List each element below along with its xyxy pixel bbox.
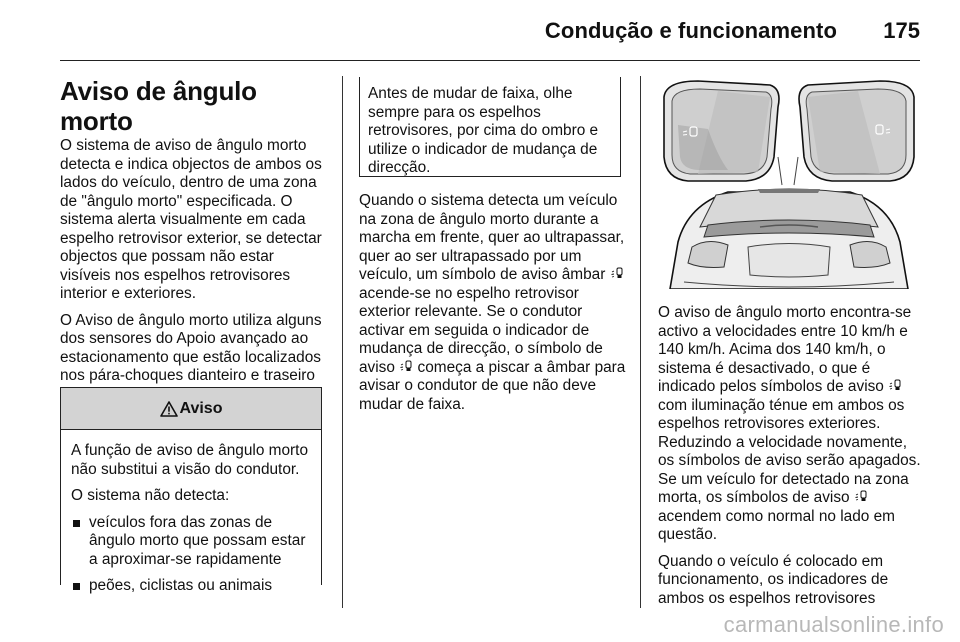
page-heading: Aviso de ângulo morto (60, 76, 257, 136)
note-text: Antes de mudar de faixa, olhe sempre para os espelhos retrovisores, por cima do ombro e utilize o indicador de mudança de direcção. (368, 85, 599, 176)
section-title: Condução e funcionamento (544, 18, 837, 43)
text-run: acende-se no espelho retrovisor exterior relevante. Se o condutor activar em seguida o indicador de mudança de direcção, o símbolo de aviso (359, 284, 603, 376)
bullet-icon (73, 520, 80, 527)
bullet-icon (73, 583, 80, 590)
paragraph (658, 304, 926, 545)
paragraph: O sistema de aviso de ângulo morto detecta e indica objectos de ambos os lados do veículo, dentro de uma zona de "ângulo morto" especificada. O sistema alerta visualmente em cada espelho retrovisor exterior, se detectar objectos que possam não estar visíveis nos espelhos retrovisores interior e exteriores. (60, 137, 322, 302)
paragraph: A função de aviso de ângulo morto não substitui a visão do condutor. (71, 442, 309, 478)
text-run: com iluminação ténue em ambos os espelhos retrovisores exteriores. Reduzindo a velocidade novamente, os símbolos de aviso serão apagados. Se um veículo for detectado na zona morta, os símbolos de aviso (658, 396, 921, 506)
warning-box (60, 387, 322, 594)
page-header (0, 0, 960, 60)
text-run: Quando o sistema detecta um veículo na zona de ângulo morto durante a marcha em frente, quer ao ultrapassar, quer ao ser ultrapassado por um veículo, um símbolo de aviso âmbar (359, 192, 625, 283)
column-2 (359, 192, 627, 422)
warning-header (61, 387, 321, 430)
warning-body (61, 430, 321, 596)
text-run: O aviso de ângulo morto encontra-se activo a velocidades entre 10 km/h e 140 km/h. Acima dos 140 km/h, o sistema é desactivado, o que é indicado pelos símbolos de aviso (658, 304, 912, 395)
blind-spot-icon (854, 490, 868, 503)
blind-spot-icon (610, 267, 624, 280)
text-run: começa a piscar a âmbar para avisar o condutor de que não deve mudar de faixa. (359, 358, 626, 413)
car-rear-view-illustration (658, 77, 920, 289)
paragraph: O sistema não detecta: (71, 487, 230, 504)
paragraph (359, 192, 627, 414)
text-run: acendem como normal no lado em questão. (658, 507, 895, 543)
header-rule (60, 60, 920, 61)
list-item (71, 514, 312, 570)
paragraph: O Aviso de ângulo morto utiliza alguns dos sensores do Apoio avançado ao estacionamento que estão localizados nos pára-choques dianteiro e traseiro (60, 311, 322, 384)
column-3 (658, 304, 926, 616)
blind-spot-icon (399, 360, 413, 373)
column-1 (60, 76, 328, 412)
list-item-text: veículos fora das zonas de ângulo morto que possam estar a aproximar-se rapidamente (89, 513, 306, 568)
watermark: carmanualsonline.info (723, 612, 944, 637)
column-divider (342, 76, 343, 608)
blind-spot-icon (888, 379, 902, 392)
list-item (71, 577, 312, 596)
paragraph: Quando o veículo é colocado em funcionamento, os indicadores de ambos os espelhos retrovisores (658, 552, 889, 607)
warning-title: Aviso (179, 399, 223, 417)
note-box (359, 77, 621, 177)
mirror-illustration (658, 77, 920, 289)
list-item-text: peões, ciclistas ou animais (89, 577, 273, 594)
page-number: 175 (883, 18, 920, 43)
column-divider (640, 76, 641, 608)
warning-triangle-icon (160, 401, 178, 417)
